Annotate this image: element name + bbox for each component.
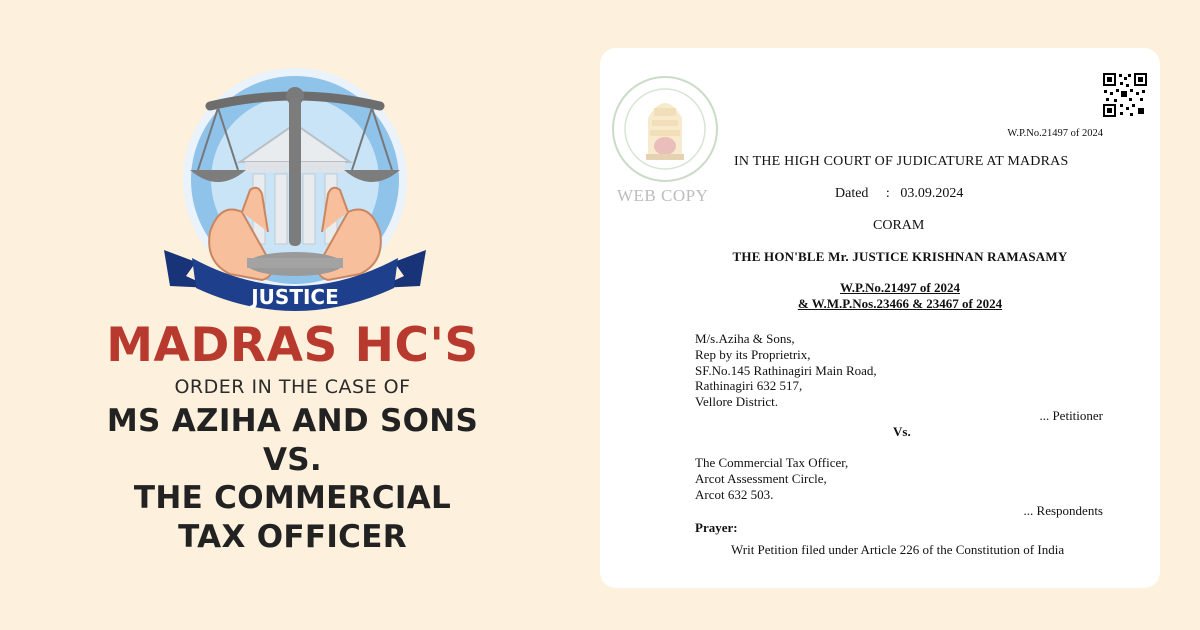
petitioner-line: Vellore District.: [695, 394, 779, 410]
petitioner-line: SF.No.145 Rathinagiri Main Road,: [695, 362, 877, 378]
case-reference: W.P.No.21497 of 2024: [1007, 128, 1103, 139]
respondent-block: [695, 455, 848, 502]
qr-code-icon: [1102, 72, 1148, 118]
ribbon-text: JUSTICE: [251, 285, 339, 309]
web-copy-watermark: WEB COPY: [617, 186, 709, 205]
petitioner-line: M/s.Aziha & Sons,: [695, 331, 795, 346]
prayer-label: Prayer:: [695, 520, 738, 535]
scales-of-justice-icon: [150, 62, 440, 322]
headline-line: MS AZIHA AND SONS: [106, 403, 479, 439]
judge-name: THE HON'BLE Mr. JUSTICE KRISHNAN RAMASAMY: [732, 249, 1068, 264]
coram-heading: CORAM: [873, 218, 925, 233]
petitioner-block: [695, 331, 877, 410]
petitioner-line: Rathinagiri 632 517,: [695, 378, 803, 394]
versus-label: Vs.: [893, 424, 911, 439]
headline-sub: ORDER IN THE CASE OF: [174, 376, 411, 398]
miscellaneous-petition-numbers: & W.M.P.Nos.23466 & 23467 of 2024: [797, 296, 1003, 311]
headline: [40, 318, 545, 556]
headline-main: MADRAS HC'S: [106, 318, 479, 373]
headline-line: VS.: [263, 441, 322, 478]
left-panel: [0, 0, 590, 630]
court-emblem-icon: [610, 74, 720, 184]
court-name: IN THE HIGH COURT OF JUDICATURE AT MADRAS: [734, 154, 1069, 169]
respondent-role: ... Respondents: [1023, 503, 1103, 518]
court-order-document: [600, 48, 1160, 588]
petitioner-role: ... Petitioner: [1039, 408, 1103, 423]
prayer-text: Writ Petition filed under Article 226 of the Constitution of India: [731, 542, 1065, 557]
respondent-line: The Commercial Tax Officer,: [695, 455, 849, 470]
order-date: Dated : 03.09.2024: [835, 186, 964, 201]
petitioner-line: Rep by its Proprietrix,: [695, 346, 811, 362]
writ-petition-number: W.P.No.21497 of 2024: [839, 280, 961, 295]
headline-line: THE COMMERCIAL: [133, 480, 452, 516]
headline-line: TAX OFFICER: [178, 518, 407, 555]
respondent-line: Arcot 632 503.: [695, 486, 774, 502]
respondent-line: Arcot Assessment Circle,: [695, 470, 827, 486]
